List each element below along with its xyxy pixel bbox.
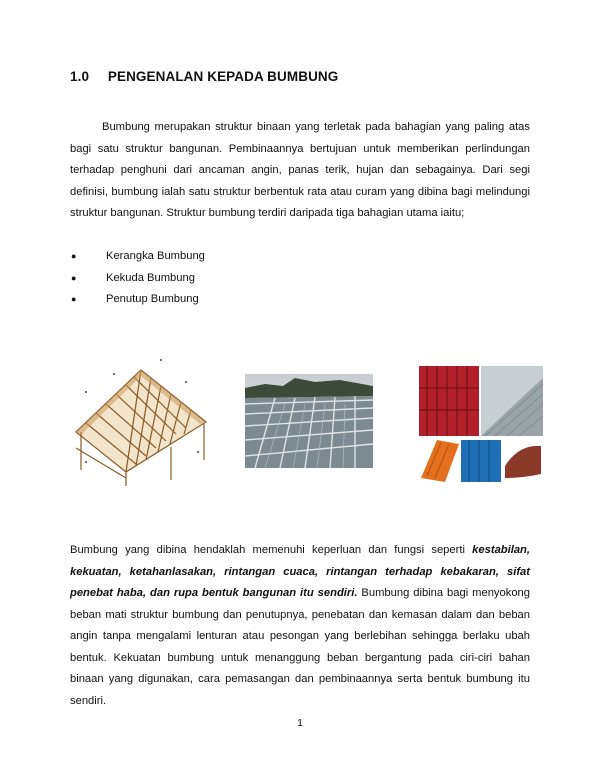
list-item: ● Kerangka Bumbung <box>70 246 205 268</box>
steel-truss-photo <box>245 374 373 468</box>
roof-covering-collage <box>419 366 543 484</box>
bullet-icon: ● <box>71 272 77 283</box>
emphasis-text: kestabilan, kekuatan, ketahanlasakan, rintangan cuaca, rintangan terhadap kebakaran, sifat penebat haba, dan rupa bentuk bangunan itu sendiri. <box>70 544 530 599</box>
list-item: ● Penutup Bumbung <box>70 289 205 311</box>
roof-parts-list <box>70 246 205 311</box>
list-item: ● Kekuda Bumbung <box>70 268 205 290</box>
section-heading <box>70 69 338 84</box>
roof-frame-illustration <box>66 352 216 488</box>
intro-paragraph <box>70 117 530 225</box>
function-paragraph: Bumbung yang dibina hendaklah memenuhi keperluan dan fungsi seperti kestabilan, kekuatan, ketahanlasakan, rintangan cuaca, rintangan terhadap kebakaran, sifat penebat haba, dan rupa bentuk bangunan itu sendiri. Bumbung dibina bagi menyokong beban mati struktur bumbung dan penutupnya, penebatan dan kemasan dalam dan beban angin tanpa mengalami lenturan atau pesongan yang berlebihan sehingga berlaku ubah bentuk. Kekuatan bumbung untuk menanggung beban bergantung pada ciri-ciri bahan binaan yang digunakan, cara pemasangan dan pembinaannya serta bentuk bumbung itu sendiri. <box>70 544 530 707</box>
bullet-icon: ● <box>71 251 77 261</box>
intro-text: Bumbung merupakan struktur binaan yang terletak pada bahagian yang paling atas bagi satu struktur bangunan. Pembinaannya bertujuan untuk memberikan perlindungan terhadap penghuni dari ancaman angin, panas terik, hujan dan sebagainya. Dari segi definisi, bumbung ialah satu struktur berbentuk rata atau curam yang dibina bagi melindungi struktur bangunan. Struktur bumbung terdiri daripada tiga bahagian utama iaitu; <box>70 121 530 219</box>
bullet-icon: ● <box>71 294 77 304</box>
section-number: 1.0 <box>70 69 90 84</box>
page-number: 1 <box>297 717 303 729</box>
section-title: PENGENALAN KEPADA BUMBUNG <box>107 69 339 84</box>
